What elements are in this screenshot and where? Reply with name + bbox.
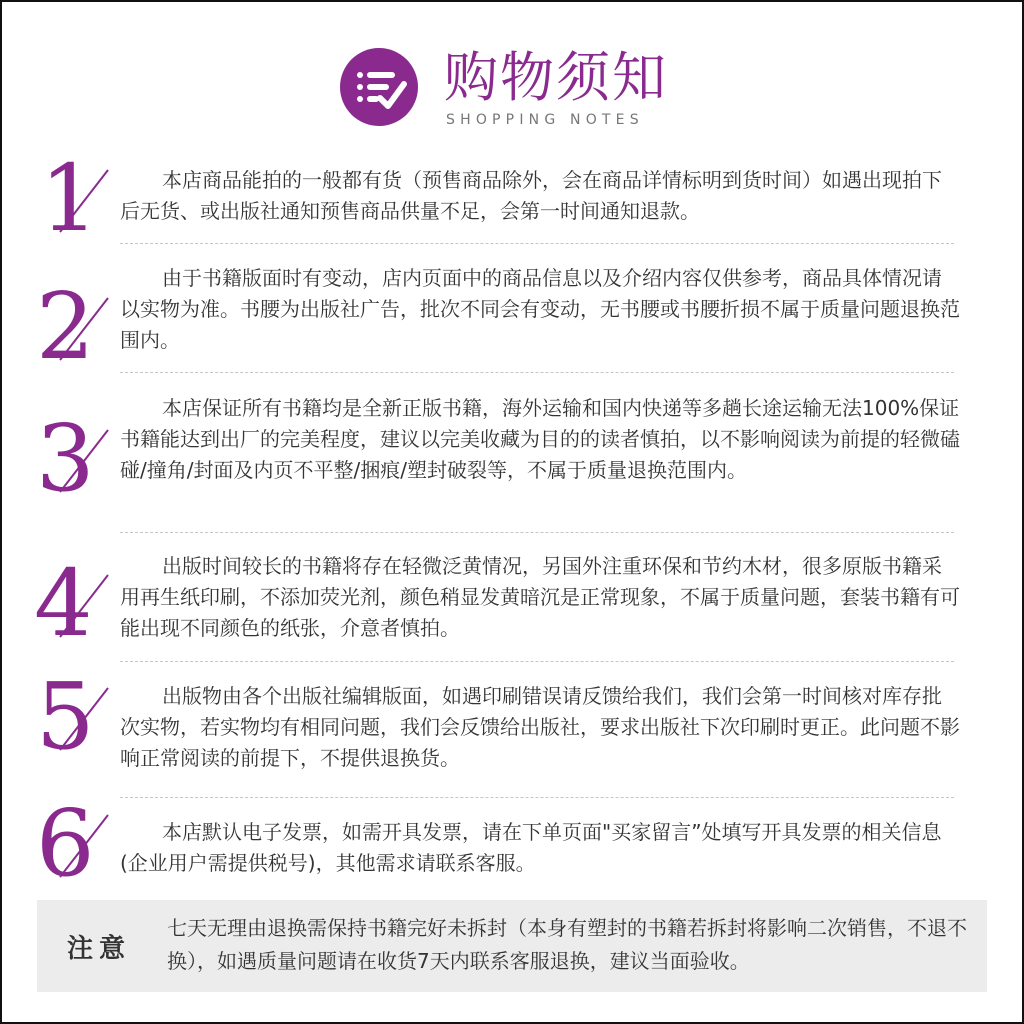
divider: [120, 661, 954, 662]
item-number-6: [30, 790, 120, 897]
page-subtitle: SHOPPING NOTES: [446, 112, 644, 128]
divider: [120, 797, 954, 798]
item-text-2: 由于书籍版面时有变动，店内页面中的商品信息以及介绍内容仅供参考，商品具体情况请以实物为准。书腰为出版社广告，批次不同会有变动，无书腰或书腰折损不属于质量问题退换范围内。: [120, 266, 960, 352]
item-text-6: 本店默认电子发票，如需开具发票，请在下单页面"买家留言”处填写开具发票的相关信息(企业用户需提供税号)，其他需求请联系客服。: [120, 820, 942, 875]
divider: [120, 372, 954, 373]
item-text-4: 出版时间较长的书籍将存在轻微泛黄情况，另国外注重环保和节约木材，很多原版书籍采用再生纸印刷，不添加荧光剂，颜色稍显发黄暗沉是正常现象，不属于质量问题，套装书籍有可能出现不同颜色的纸张，介意者慎拍。: [120, 554, 960, 640]
svg-text:2: 2: [36, 273, 95, 380]
header: [336, 40, 696, 135]
list-check-icon: [340, 48, 418, 126]
item-text-3: 本店保证所有书籍均是全新正版书籍，海外运输和国内快递等多趟长途运输无法100%保证书籍能达到出厂的完美程度，建议以完美收藏为目的的读者慎拍，以不影响阅读为前提的轻微磕碰/撞角/封面及内页不平整/捆痕/塑封破裂等，不属于质量退换范围内。: [120, 396, 960, 482]
notice-box: [37, 900, 987, 992]
item-number-2: [30, 273, 120, 380]
notice-label: 注意: [67, 934, 132, 964]
item-number-1: [30, 145, 120, 252]
svg-text:6: 6: [36, 790, 95, 897]
notice-text: 七天无理由退换需保持书籍完好未拆封（本身有塑封的书籍若拆封将影响二次销售，不退不换），如遇质量问题请在收货7天内联系客服退换，建议当面验收。: [167, 916, 967, 973]
page-title: 购物须知: [444, 46, 668, 109]
item-text-5: 出版物由各个出版社编辑版面，如遇印刷错误请反馈给我们，我们会第一时间核对库存批次实物，若实物均有相同问题，我们会反馈给出版社，要求出版社下次印刷时更正。此问题不影响正常阅读的前提下，不提供退换货。: [120, 684, 960, 770]
item-text-1: 本店商品能拍的一般都有货（预售商品除外，会在商品详情标明到货时间）如遇出现拍下后无货、或出版社通知预售商品供量不足，会第一时间通知退款。: [120, 168, 942, 223]
item-number-4: [30, 550, 120, 657]
item-number-3: [30, 405, 120, 512]
item-number-5: [30, 663, 120, 770]
svg-text:3: 3: [36, 405, 95, 512]
svg-text:5: 5: [36, 663, 95, 770]
svg-text:1: 1: [40, 145, 99, 252]
svg-text:4: 4: [34, 550, 93, 657]
divider: [120, 532, 954, 533]
divider: [120, 243, 954, 244]
